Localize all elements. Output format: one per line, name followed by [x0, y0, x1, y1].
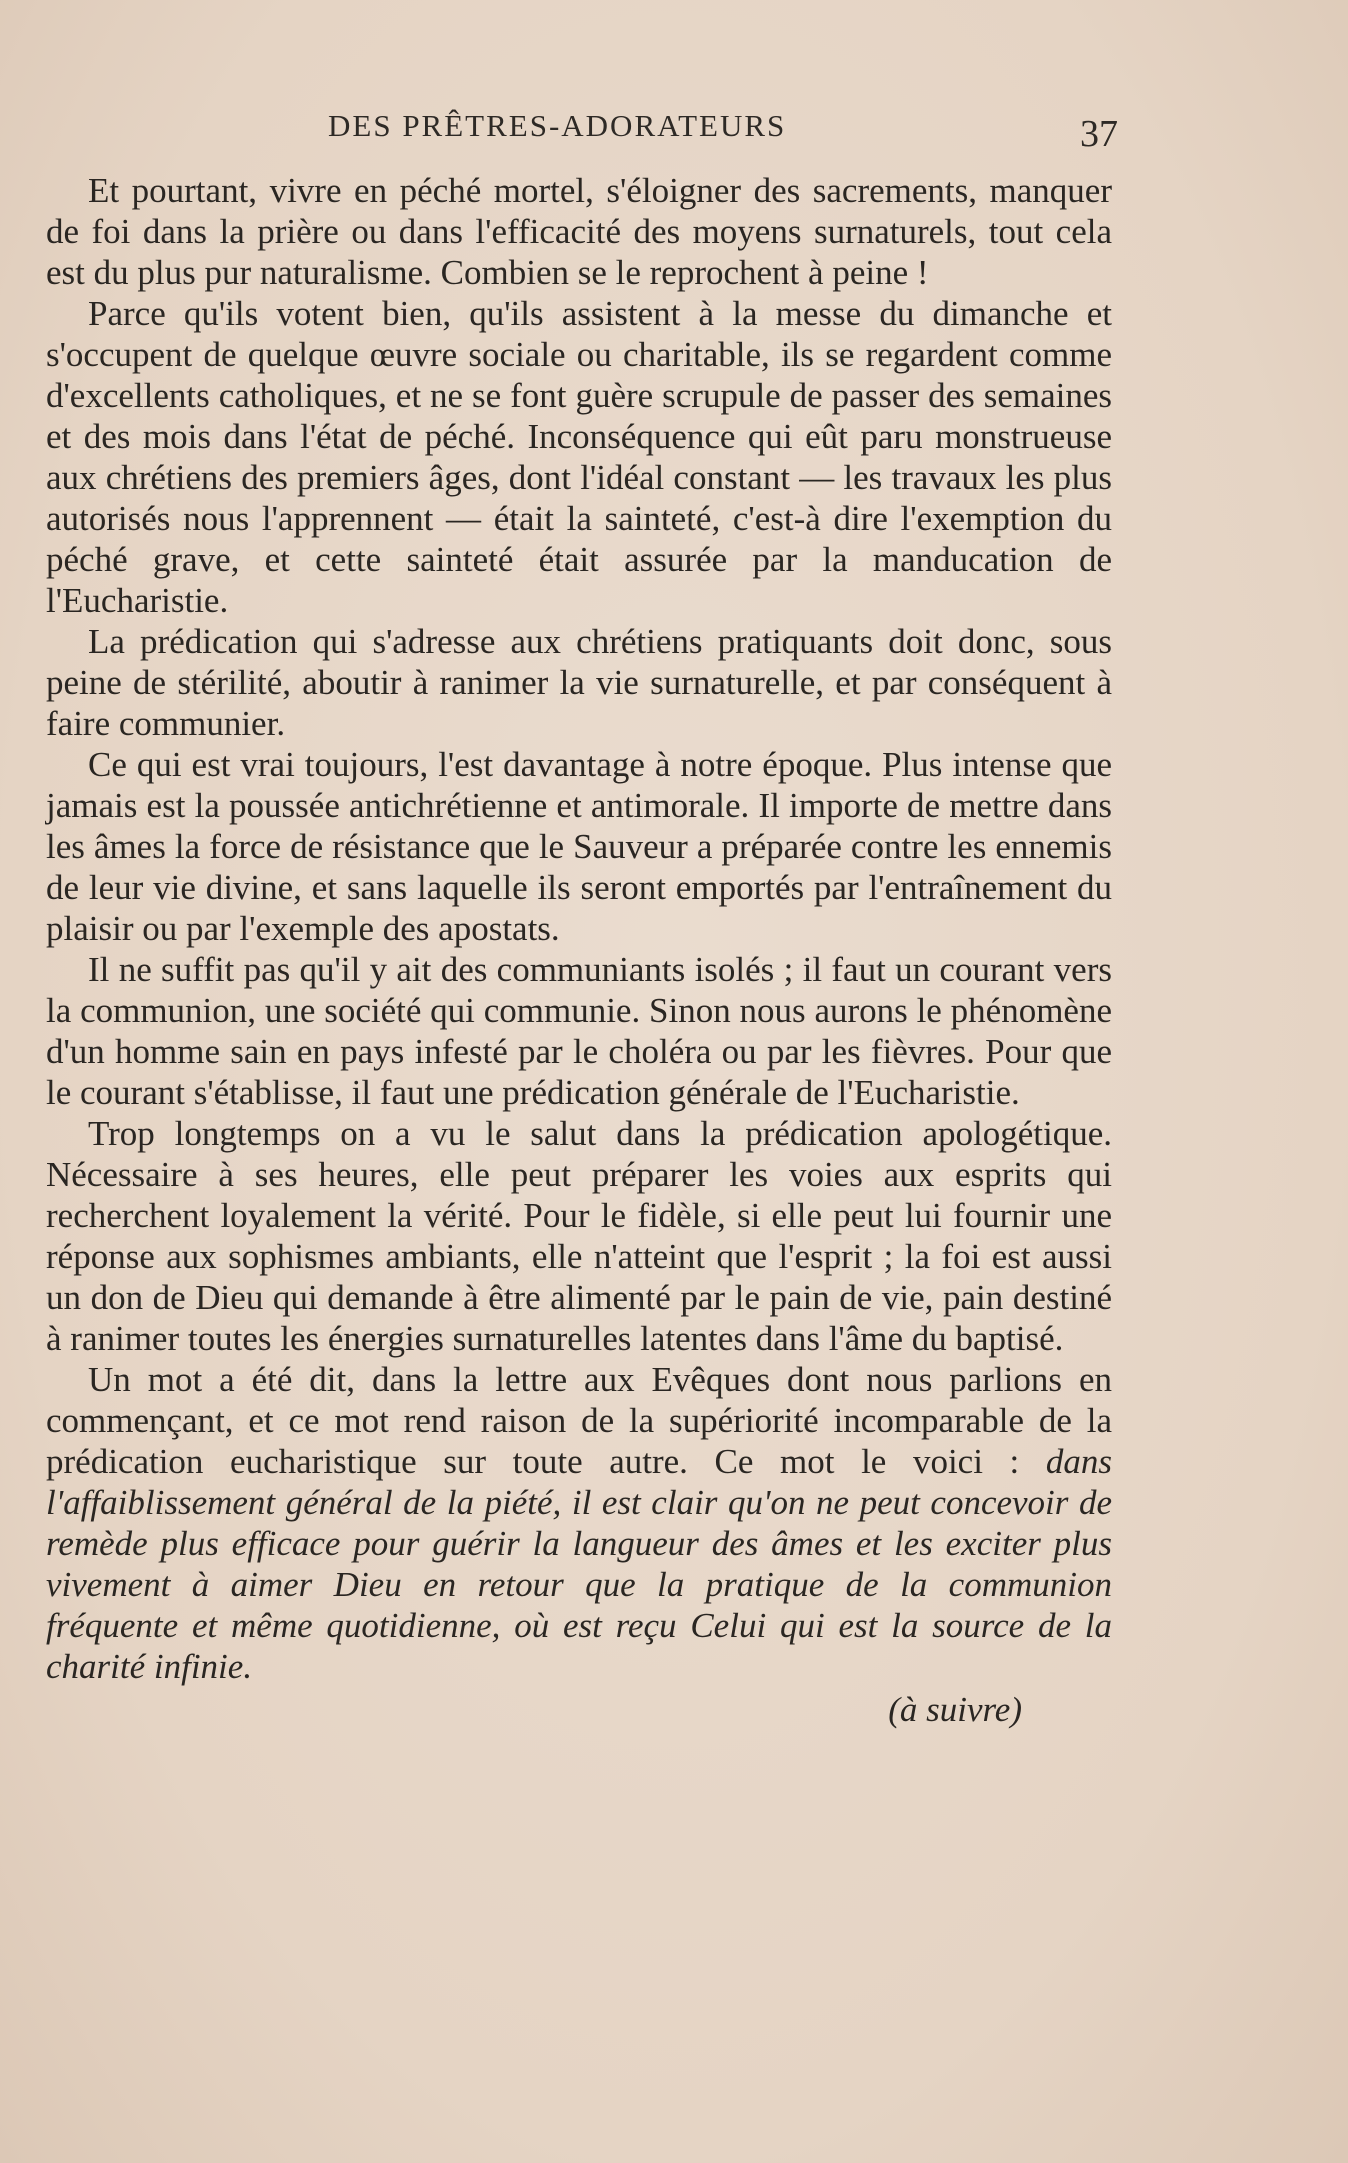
paragraph: La prédication qui s'adresse aux chrétiens pratiquants doit donc, sous peine de stérilité, aboutir à ranimer la vie surnaturelle, et par conséquent à faire communier.: [46, 622, 1112, 743]
page-number: 37: [1080, 113, 1118, 155]
quoted-letter-text: dans l'affaiblissement général de la piété, il est clair qu'on ne peut concevoir de remède plus efficace pour guérir la langueur des âmes et les exciter plus vivement à aimer Dieu en retour que la pratique de la communion fréquente et même quotidienne, où est reçu Celui qui est la source de la charité infinie.: [46, 1442, 1112, 1686]
paragraph-with-quote: [46, 1359, 1112, 1687]
paragraph: Trop longtemps on a vu le salut dans la prédication apologétique. Nécessaire à ses heures, elle peut préparer les voies aux esprits qui recherchent loyalement la vérité. Pour le fidèle, si elle peut lui fournir une réponse aux sophismes ambiants, elle n'atteint que l'esprit ; la foi est aussi un don de Dieu qui demande à être alimenté par le pain de vie, pain destiné à ranimer toutes les énergies surnaturelles latentes dans l'âme du baptisé.: [46, 1114, 1112, 1358]
paragraph: Parce qu'ils votent bien, qu'ils assistent à la messe du dimanche et s'occupent de quelque œuvre sociale ou charitable, ils se regardent comme d'excellents catholiques, et ne se font guère scrupule de passer des semaines et des mois dans l'état de péché. Inconséquence qui eût paru monstrueuse aux chrétiens des premiers âges, dont l'idéal constant — les travaux les plus autorisés nous l'apprennent — était la sainteté, c'est-à dire l'exemption du péché grave, et cette sainteté était assurée par la manducation de l'Eucharistie.: [46, 294, 1112, 620]
paragraph-roman-text: Un mot a été dit, dans la lettre aux Evêques dont nous parlions en commençant, et ce mot rend raison de la supériorité incomparable de la prédication eucharistique sur toute autre. Ce mot le voici :: [46, 1360, 1112, 1481]
paragraph: Et pourtant, vivre en péché mortel, s'éloigner des sacrements, manquer de foi dans la prière ou dans l'efficacité des moyens surnaturels, tout cela est du plus pur naturalisme. Combien se le reprochent à peine !: [46, 171, 1112, 292]
paragraph: Il ne suffit pas qu'il y ait des communiants isolés ; il faut un courant vers la communion, une société qui communie. Sinon nous aurons le phénomène d'un homme sain en pays infesté par le choléra ou par les fièvres. Pour que le courant s'établisse, il faut une prédication générale de l'Eucharistie.: [46, 950, 1112, 1112]
page-header: [88, 108, 1118, 158]
running-title: DES PRÊTRES-ADORATEURS: [328, 108, 787, 143]
to-be-continued: (à suivre): [888, 1690, 1022, 1729]
body-text: [46, 170, 1112, 1730]
paragraph: Ce qui est vrai toujours, l'est davantage à notre époque. Plus intense que jamais est la poussée antichrétienne et antimorale. Il importe de mettre dans les âmes la force de résistance que le Sauveur a préparée contre les ennemis de leur vie divine, et sans laquelle ils seront emportés par l'entraînement du plaisir ou par l'exemple des apostats.: [46, 745, 1112, 948]
